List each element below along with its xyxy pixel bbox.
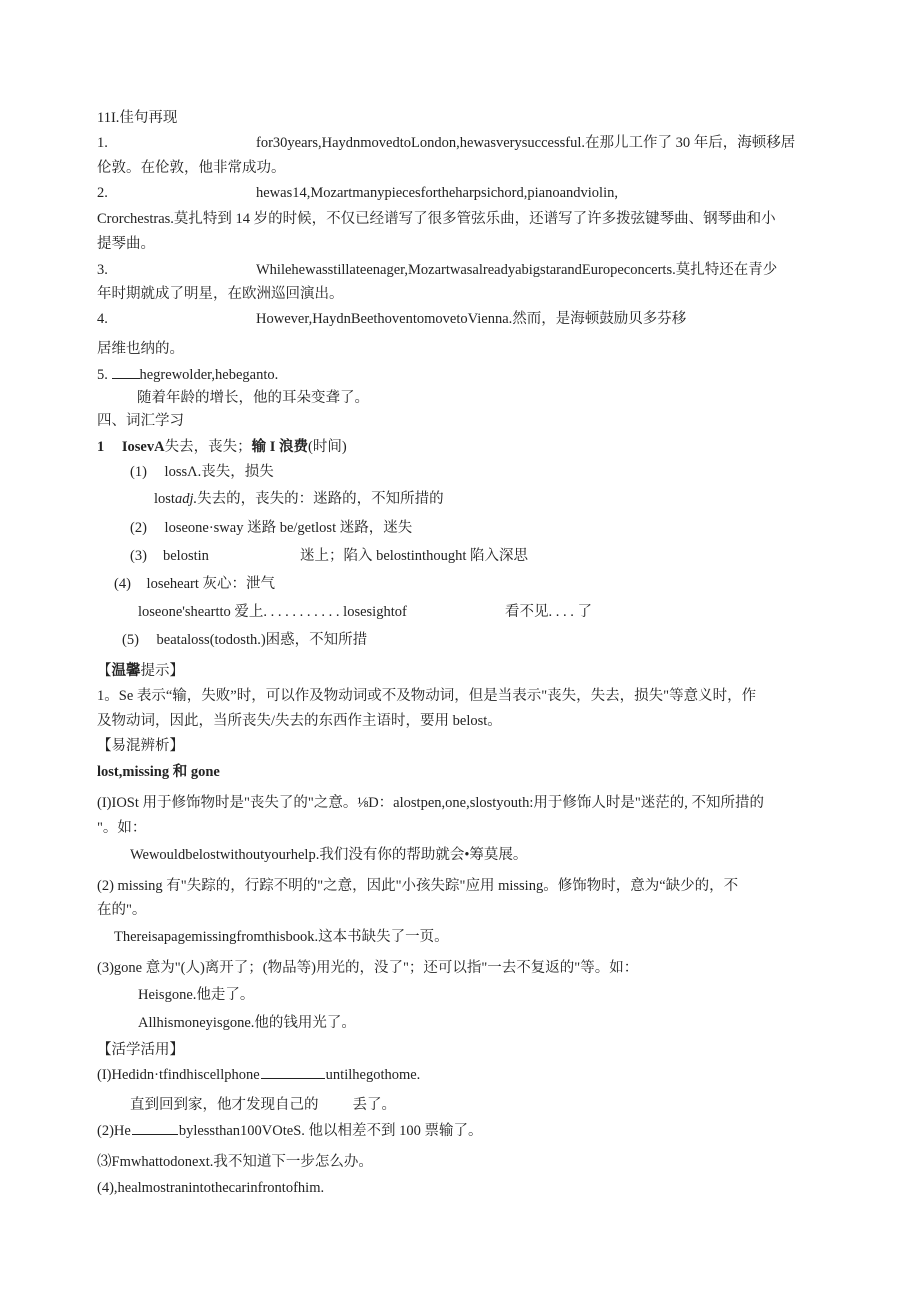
- practice-q2-blank[interactable]: [132, 1120, 178, 1135]
- practice-q1-b: untilhegothome.: [325, 1067, 421, 1083]
- item-number-3: 3.: [97, 262, 108, 278]
- tip-line2: 及物动词，因此，当所丧失/失去的东西作主语时，要用 belost。: [97, 713, 502, 729]
- vocab-sub-4b-b: 看不见. . . . 了: [505, 604, 592, 620]
- confusion-p3-line1: (3)gone 意为"(人)离开了；(物品等)用光的，没了"；还可以指"一去不复返的"等。如：: [97, 960, 639, 976]
- item-number-1: 1.: [97, 135, 108, 151]
- confusion-p1-line1: (I)IOSt 用于修饰物时是"丧失了的"之意。⅛D：alostpen,one,slostyouth:用于修饰人时是"迷茫的, 不知所措的: [97, 795, 765, 811]
- practice-q1-trans-b: 丢了。: [352, 1097, 396, 1113]
- vocab-sub-1-text: lossΛ.丧失，损失: [164, 464, 274, 480]
- tip-rest: 提示】: [140, 663, 184, 679]
- vocab-sub-2-text: loseone·sway 迷路 be/getlost 迷路，迷失: [164, 520, 413, 536]
- practice-q2-b: bylessthan100VOteS. 他以相差不到 100 票输了。: [178, 1123, 483, 1139]
- vocab-sub-5-num: (5): [122, 632, 139, 648]
- confusion-heading: 【易混辨析】: [97, 738, 184, 754]
- tip-bracket: 【: [97, 663, 112, 679]
- sentence-5-line2: 随着年龄的增长，他的耳朵变聋了。: [137, 390, 369, 406]
- vocab-sub-4: [114, 574, 275, 594]
- practice-q1-translation: [130, 1095, 396, 1115]
- vocab-lost-meaning: 失去的，丧失的：迷路的，不知所措的: [197, 491, 444, 507]
- practice-q1: [97, 1064, 420, 1085]
- sentence-1-line2: 伦敦。在伦敦，他非常成功。: [97, 160, 286, 176]
- practice-q3: ⑶Fmwhattodonext.我不知道下一步怎么办。: [97, 1154, 373, 1170]
- vocab-sub-4-text: loseheart 灰心：泄气: [146, 576, 276, 592]
- confusion-p3-example1: Heisgone.他走了。: [138, 987, 255, 1003]
- confusion-p1-line2: "。如：: [97, 820, 147, 836]
- vocab-sub-5: [122, 630, 367, 650]
- tip-line1: 1。Se 表示“输，失败”时，可以作及物动词或不及物动词，但是当表示"丧失，失去，损失"等意义时，作: [97, 688, 757, 704]
- tip-bold: 温馨: [111, 663, 141, 679]
- vocab-entry-head: [97, 437, 347, 457]
- practice-q2: [97, 1120, 483, 1141]
- vocab-sub-2: [130, 518, 412, 538]
- vocab-sub-1: [130, 462, 274, 482]
- sentence-3-line2: 年时期就成了明星，在欧洲巡回演出。: [97, 286, 344, 302]
- entry-number: 1: [97, 439, 105, 455]
- practice-q2-a: (2)He: [97, 1123, 131, 1139]
- sentence-5-text: hegrewolder,hebeganto.: [139, 367, 279, 383]
- vocab-sub-5-text: beataloss(todosth.)困惑，不知所措: [156, 632, 368, 648]
- entry-meaning: 失去，丧失；: [164, 439, 252, 455]
- item-number-5: 5.: [97, 367, 108, 383]
- sentence-4-line2: 居维也纳的。: [97, 341, 184, 357]
- confusion-p2-example: Thereisapagemissingfromthisbook.这本书缺失了一页。: [114, 929, 449, 945]
- entry-tail: (时间): [307, 439, 347, 455]
- practice-q4: (4),healmostranintothecarinfrontofhim.: [97, 1180, 325, 1196]
- sentence-1-line1: for30years,HaydnmovedtoLondon,hewasverysuccessful.在那儿工作了 30 年后，海顿移居: [256, 135, 796, 151]
- sentence-2-line1: hewas14,Mozartmanypiecesfortheharpsichord,pianoandviolin,: [256, 185, 618, 201]
- practice-heading: 【活学活用】: [97, 1042, 184, 1058]
- sentence-2-line2: Crorchestras.莫扎特到 14 岁的时候，不仅已经谱写了很多管弦乐曲，还谱写了许多拨弦键琴曲、钢琴曲和小: [97, 211, 776, 227]
- confusion-subheading: lost,missing 和 gone: [97, 764, 220, 780]
- vocab-sub-3-a: belostin: [163, 548, 209, 564]
- vocab-sub-3-b: 迷上；陷入 belostinthought 陷入深思: [300, 548, 528, 564]
- practice-q1-a: (I)Hedidn·tfindhiscellphone: [97, 1067, 260, 1083]
- item-number-2: 2.: [97, 185, 108, 201]
- sentence-4-line1: However,HaydnBeethoventomovetoVienna.然而，是海顿鼓励贝多芬移: [256, 311, 687, 327]
- vocab-sub-1-num: (1): [130, 464, 147, 480]
- confusion-p2-line2: 在的"。: [97, 902, 147, 918]
- practice-q1-blank[interactable]: [261, 1064, 325, 1079]
- vocab-lost-word: lost: [154, 491, 175, 507]
- vocab-lost-pos: adj.: [174, 491, 198, 507]
- confusion-p3-example2: Allhismoneyisgone.他的钱用光了。: [138, 1015, 356, 1031]
- sentence-3-line1: Whilehewasstillateenager,MozartwasalreadyabigstarandEuropeconcerts.莫扎特还在青少: [256, 262, 778, 278]
- vocab-sub-4-num: (4): [114, 576, 131, 592]
- practice-q1-trans-a: 直到回到家，他才发现自己的: [130, 1097, 319, 1113]
- vocab-sub-3-num: (3): [130, 548, 147, 564]
- vocab-sub-2-num: (2): [130, 520, 147, 536]
- sentence-5-line1: [97, 364, 278, 385]
- confusion-p1-example: Wewouldbelostwithoutyourhelp.我们没有你的帮助就会•筹莫展。: [130, 847, 528, 863]
- vocab-sub-lost: [154, 489, 444, 509]
- item-number-4: 4.: [97, 311, 108, 327]
- tip-heading: [97, 661, 184, 681]
- blank-5: [112, 364, 140, 379]
- section-heading-sentences: 11I.佳句再现: [97, 110, 178, 126]
- vocab-sub-4b-a: loseone'sheartto 爱上. . . . . . . . . . . losesightof: [138, 604, 407, 620]
- entry-bold-meaning: 输 I 浪费: [251, 439, 308, 455]
- sentence-2-line3: 提琴曲。: [97, 236, 155, 252]
- section-heading-vocab: 四、词汇学习: [97, 413, 184, 429]
- entry-word: IosevA: [121, 439, 165, 455]
- confusion-p2-line1: (2) missing 有"失踪的，行踪不明的"之意，因此"小孩失踪"应用 missing。修饰物时，意为“缺少的，不: [97, 878, 739, 894]
